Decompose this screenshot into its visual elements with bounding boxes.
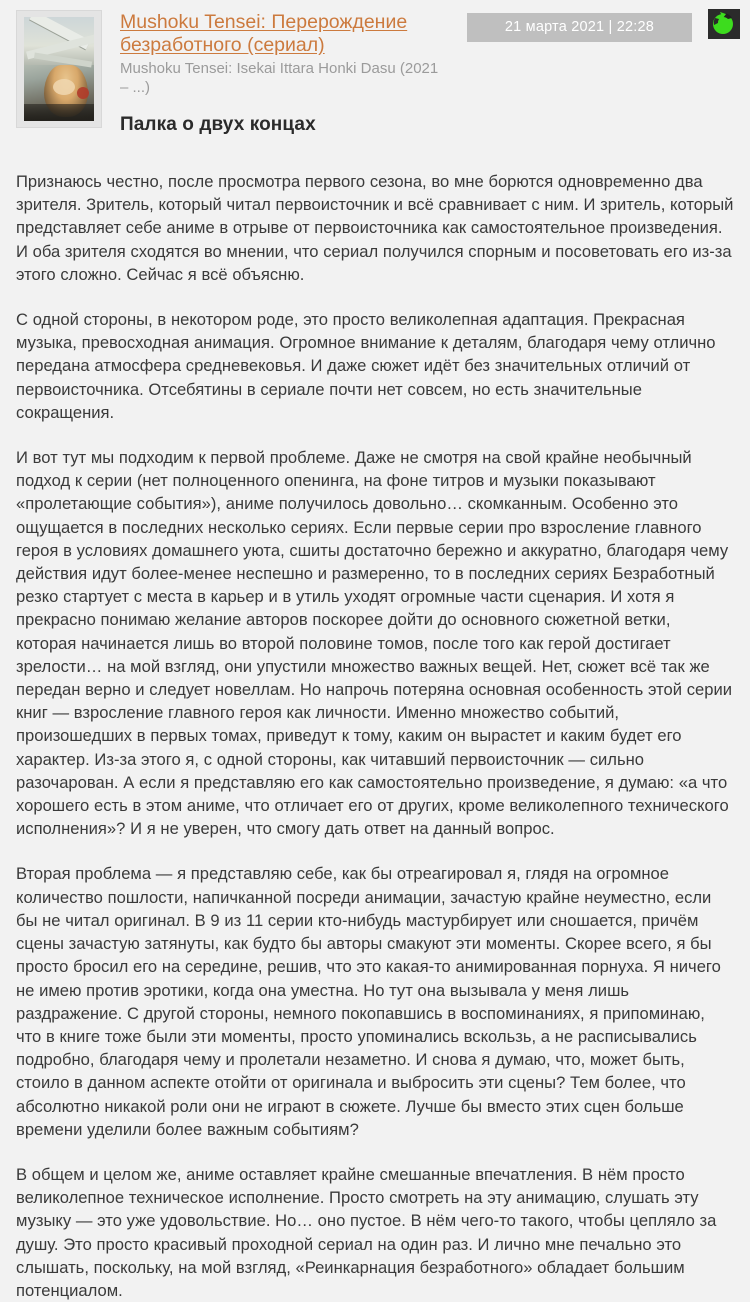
- movie-title-link[interactable]: Mushoku Tensei: Перерождение безработного (сериал): [120, 11, 408, 56]
- paragraph: Вторая проблема — я представляю себе, как бы отреагировал я, глядя на огромное количество пошлости, напичканной посреди анимации, зачастую крайне неуместно, если бы не читал оригинал. В 9 из 11 серии кто-нибудь мастурбирует или сношается, причём сцены зачастую затянуты, как будто бы авторы смакуют эти моменты. Скорее всего, я бы просто бросил его на середине, решив, что это какая-то анимированная порнуха. Я ничего не имею против эротики, когда она уместна. Но тут она вызывала у меня лишь раздражение. С другой стороны, немного покопавшись в воспоминаниях, я припоминаю, что в книге тоже были эти моменты, просто упоминались вскользь, а не расписывались подробно, благодаря чему и пролетали незаметно. И снова я думаю, что, может быть, стоило в данном аспекте отойти от оригинала и выбросить эти сцены? Тем более, что абсолютно никакой роли они не играют в сюжете. Лучше бы вместо этих сцен больше времени уделили более важным событиям?: [16, 864, 721, 1139]
- poster-thumbnail[interactable]: [16, 10, 102, 128]
- paragraph: Признаюсь честно, после просмотра первого сезона, во мне борются одновременно два зрителя. Зритель, который читал первоисточник и всё сравнивает с ним. И зритель, который представляет себе аниме в отрыве от первоисточника как самостоятельное произведения. И оба зрителя сходятся во мнении, что сериал получился спорным и посоветовать его из-за этого сложно. Сейчас я всё объясню.: [16, 172, 734, 284]
- paragraph: В общем и целом же, аниме оставляет крайне смешанные впечатления. В нём просто великолепное техническое исполнение. Просто смотреть на эту анимацию, слушать эту музыку — это уже удовольствие. Но… оно пустое. В нём чего-то такого, чтобы цепляло за душу. Это просто красивый проходной сериал на один раз. И лично мне печально это слышать, поскольку, на мой взгляд, «Реинкарнация безработного» обладает большим потенциалом.: [16, 1164, 717, 1300]
- poster-accent: [77, 87, 89, 99]
- paragraph: И вот тут мы подходим к первой проблеме. Даже не смотря на свой крайне необычный подход к серии (нет полноценного опенинга, на фоне титров и музыки показывают «пролетающие события»), аниме получилось довольно… скомканным. Особенно это ощущается в последних несколько сериях. Если первые серии про взросление главного героя в условиях домашнего уюта, сшиты достаточно бережно и аккуратно, благодаря чему действия идут более-менее неспешно и размеренно, то в последних сериях Безработный резко стартует с места в карьер и в утиль уходят огромные части сценария. И хотя я прекрасно понимаю желание авторов поскорее дойти до основного сюжетной ветки, которая начинается лишь во второй половине томов, после того как герой достигает зрелости… на мой взгляд, они упустили множество важных вещей. Нет, сюжет всё так же передан верно и следует новеллам. Но напрочь потеряна основная особенность этой серии книг — взросление главного героя как личности. Именно множество событий, произошедших в первых томах, приведут к тому, каким он вырастет и каким будет его характер. Из-за этого я, с одной стороны, как читавший первоисточник — сильно разочарован. А если я представляю его как самостоятельно произведение, я думаю: «а что хорошего есть в этом аниме, что отличает его от других, кроме великолепного технического исполнения»? И я не уверен, что смогу дать ответ на данный вопрос.: [16, 448, 733, 839]
- review-header: [0, 0, 750, 130]
- refresh-icon[interactable]: [708, 9, 740, 39]
- poster-artwork: [24, 17, 94, 121]
- movie-original-title: Mushoku Tensei: Isekai Ittara Honki Dasu (2021 – ...): [120, 60, 439, 96]
- page-title: Палка о двух концах: [120, 114, 316, 135]
- publish-date-badge: 21 марта 2021 | 22:28: [467, 13, 692, 42]
- review-body: [16, 170, 734, 1302]
- poster-ground: [24, 104, 94, 121]
- paragraph: С одной стороны, в некотором роде, это просто великолепная адаптация. Прекрасная музыка, превосходная анимация. Огромное внимание к деталям, благодаря чему отлично передана атмосфера средневековья. И даже сюжет идёт без значительных отличий от первоисточника. Отсебятины в сериале почти нет совсем, но есть значительные сокращения.: [16, 310, 716, 422]
- title-block: [120, 11, 450, 97]
